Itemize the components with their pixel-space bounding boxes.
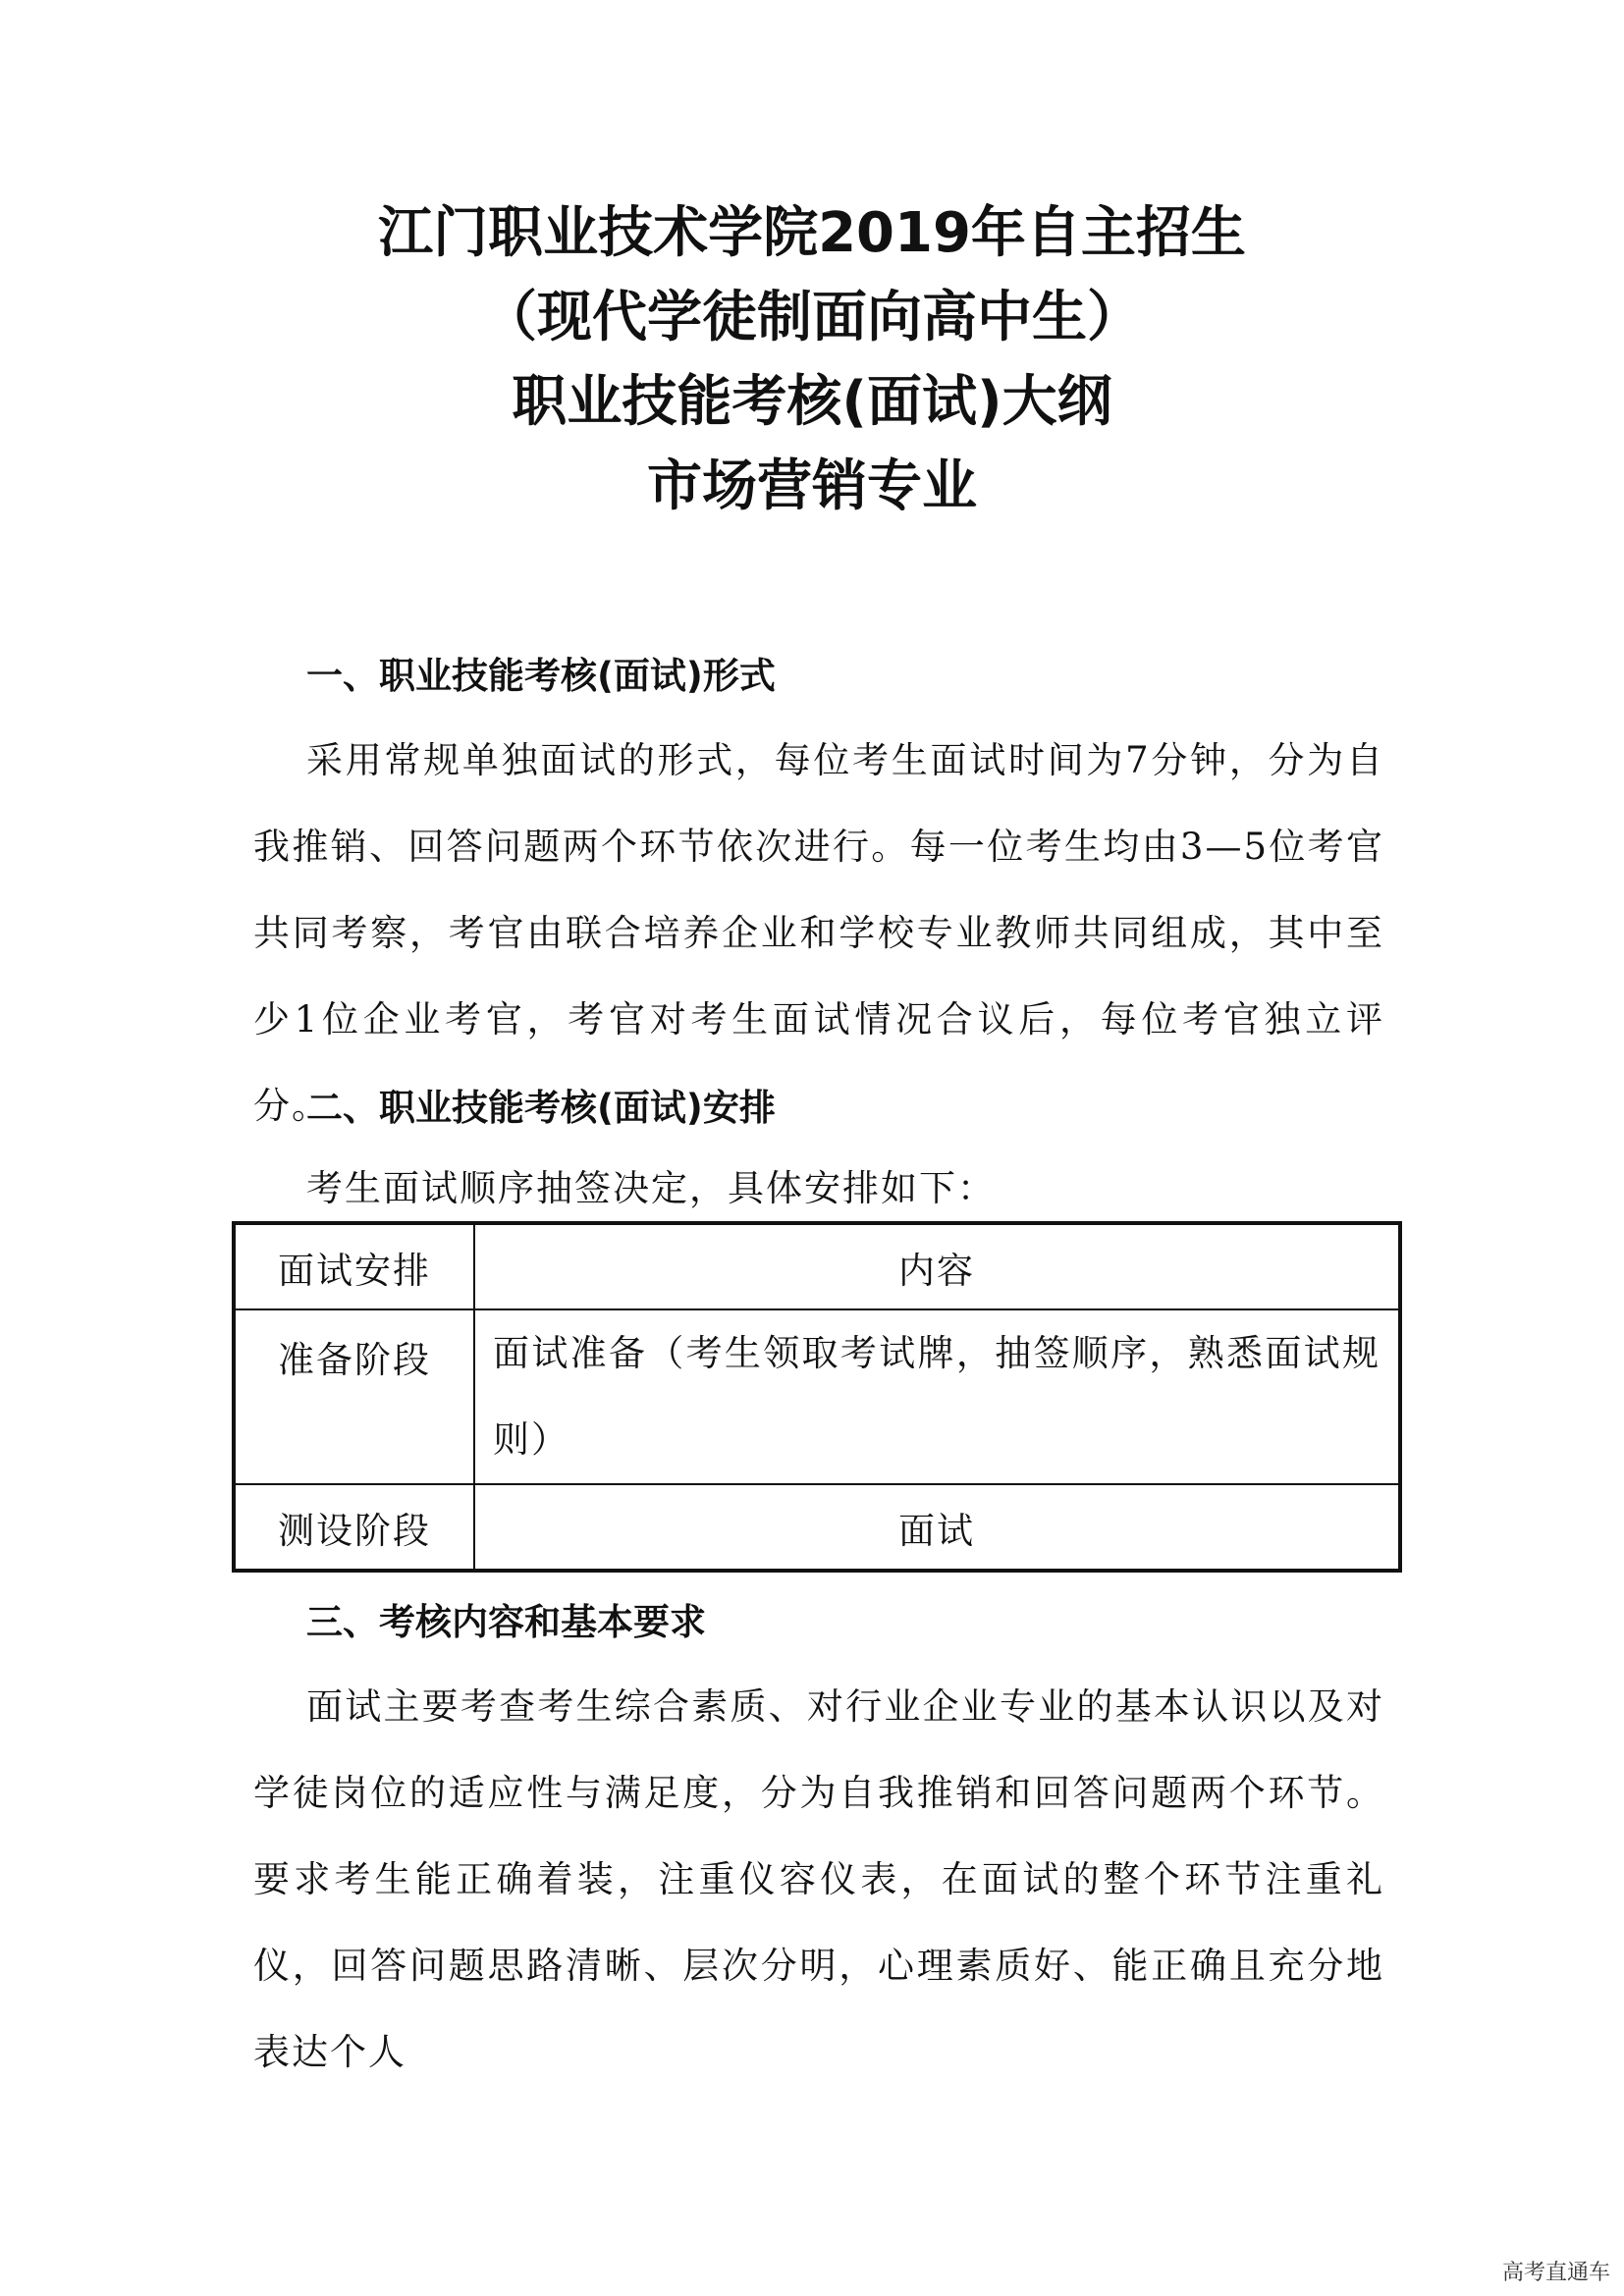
section2-heading: 二、职业技能考核(面试)安排 <box>306 1087 776 1129</box>
table-row <box>234 1484 1400 1571</box>
title-line-1: 江门职业技术学院2019年自主招生 <box>378 201 1246 265</box>
title-line-3: 职业技能考核(面试)大纲 <box>512 370 1112 434</box>
section3-heading: 三、考核内容和基本要求 <box>306 1601 706 1643</box>
schedule-table <box>232 1221 1402 1573</box>
watermark: 高考直通车 <box>1501 2261 1610 2285</box>
table-header-row <box>234 1223 1400 1309</box>
table-row <box>234 1309 1400 1484</box>
table-header-cell: 面试安排 <box>234 1223 474 1309</box>
document-title <box>0 191 1624 529</box>
section1-heading: 一、职业技能考核(面试)形式 <box>306 655 776 697</box>
section3-paragraph: 面试主要考查考生综合素质、对行业企业专业的基本认识以及对学徒岗位的适应性与满足度，分为自我推销和回答问题两个环节。要求考生能正确着装，注重仪容仪表，在面试的整个环节注重礼仪，回答问题思路清晰、层次分明，心理素质好、能正确且充分地表达个人 <box>253 1685 1384 2073</box>
table-header-cell: 内容 <box>474 1223 1400 1309</box>
section1-paragraph: 采用常规单独面试的形式，每位考生面试时间为7分钟，分为自我推销、回答问题两个环节依次进行。每一位考生均由3—5位考官共同考察，考官由联合培养企业和学校专业教师共同组成，其中至少1位企业考官，考官对考生面试情况合议后，每位考官独立评分。 <box>253 739 1384 1127</box>
table-cell: 面试 <box>474 1484 1400 1571</box>
section2-intro: 考生面试顺序抽签决定，具体安排如下： <box>306 1167 996 1209</box>
title-line-2: （现代学徒制面向高中生） <box>482 286 1142 349</box>
table-cell: 准备阶段 <box>234 1309 474 1484</box>
table-cell: 面试准备（考生领取考试牌，抽签顺序，熟悉面试规则） <box>474 1309 1400 1484</box>
title-line-4: 市场营销专业 <box>647 454 977 518</box>
table-cell: 测设阶段 <box>234 1484 474 1571</box>
